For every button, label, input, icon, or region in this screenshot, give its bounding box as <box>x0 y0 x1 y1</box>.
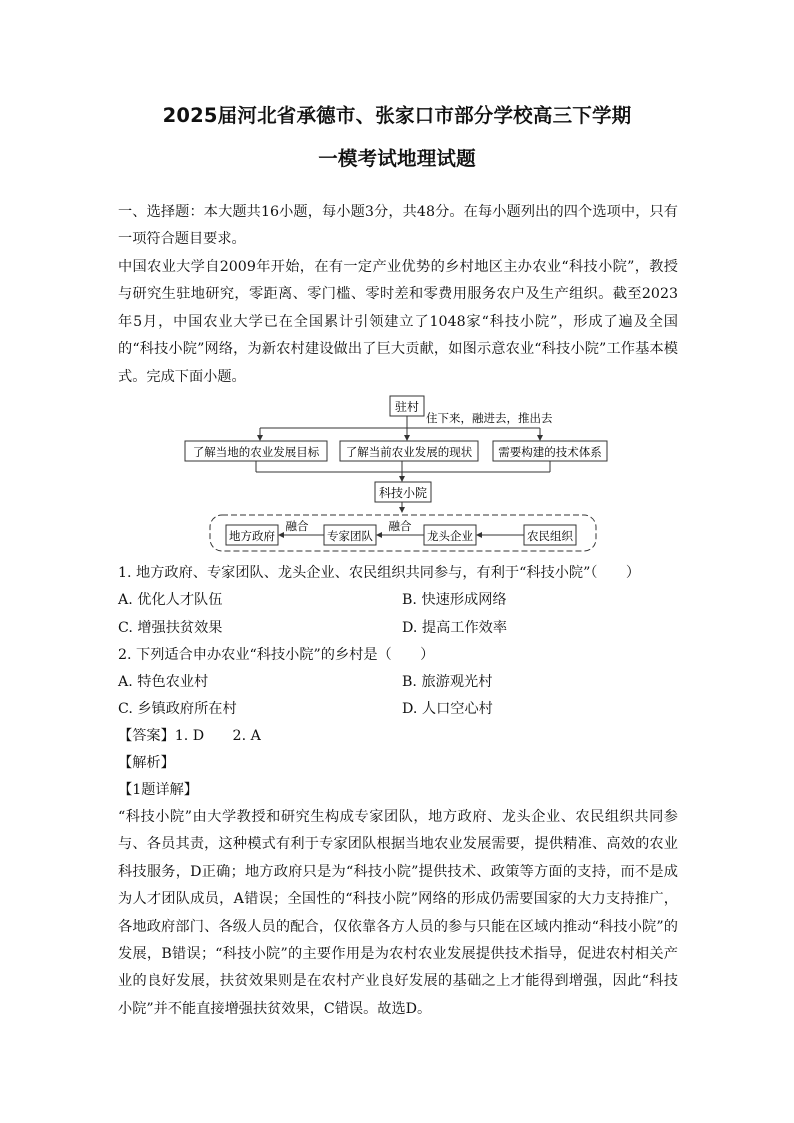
diagram-top-box: 驻村 <box>394 400 420 414</box>
diagram-mid-box-3: 需要构建的技术体系 <box>498 445 602 459</box>
question-1-stem: 1. 地方政府、专家团队、龙头企业、农民组织共同参与，有利于“科技小院”（ ） <box>118 565 641 581</box>
diagram-mid-box-1: 了解当地的农业发展目标 <box>192 445 320 459</box>
question-2-option-a: A. 特色农业村 <box>118 674 209 690</box>
diagram-center-box: 科技小院 <box>378 486 428 500</box>
question-1-option-d: D. 提高工作效率 <box>402 620 508 636</box>
document-title-line-2: 一模考试地理试题 <box>318 147 476 170</box>
detail-heading: 【1题详解】 <box>118 782 198 798</box>
diagram-mid-box-2: 了解当前农业发展的现状 <box>345 445 473 459</box>
passage-text: 中国农业大学自2009年开始，在有一定产业优势的乡村地区主办农业“科技小院”，教授与研究生驻地研究，零距离、零门槛、零时差和零费用服务农户及生产组织。截至2023年5月，中国农业大学已在全国累计引领建立了1048家“科技小院”，形成了遍及全国的“科技小院”网络，为新农村建设做出了巨大贡献，如图示意农业“科技小院”工作基本模式。完成下面小题。 <box>118 259 678 385</box>
diagram-bottom-box-1: 地方政府 <box>229 529 275 543</box>
diagram-bottom-box-4: 农民组织 <box>527 529 573 543</box>
diagram-fuse-label-1: 融合 <box>285 519 309 533</box>
question-1-option-a: A. 优化人才队伍 <box>118 592 223 608</box>
question-2-option-b: B. 旅游观光村 <box>402 674 493 690</box>
diagram-bottom-box-3: 龙头企业 <box>427 529 473 543</box>
question-2-option-c: C. 乡镇政府所在村 <box>118 701 237 717</box>
document-title-line-1: 2025届河北省承德市、张家口市部分学校高三下学期 <box>162 104 632 127</box>
analysis-heading: 【解析】 <box>118 755 175 771</box>
question-2-stem: 2. 下列适合申办农业“科技小院”的乡村是（ ） <box>118 647 435 663</box>
work-mode-diagram <box>180 394 620 554</box>
question-1-option-b: B. 快速形成网络 <box>402 592 507 608</box>
detail-explanation: “科技小院”由大学教授和研究生构成专家团队，地方政府、龙头企业、农民组织共同参与、各员其责，这种模式有利于专家团队根据当地农业发展需要，提供精准、高效的农业科技服务，D正确；地方政府只是为“科技小院”提供技术、政策等方面的支持，而不是成为人才团队成员，A错误；全国性的“科技小院”网络的形成仍需要国家的大力支持推广，各地政府部门、各级人员的配合，仅依靠各方人员的参与只能在区域内推动“科技小院”的发展，B错误；“科技小院”的主要作用是为农村农业发展提供技术指导，促进农村相关产业的良好发展，扶贫效果则是在农村产业良好发展的基础之上才能得到增强，因此“科技小院”并不能直接增强扶贫效果，C错误。故选D。 <box>118 809 678 1017</box>
question-1-option-c: C. 增强扶贫效果 <box>118 620 223 636</box>
question-2-option-d: D. 人口空心村 <box>402 701 493 717</box>
diagram-bottom-box-2: 专家团队 <box>327 529 373 543</box>
diagram-top-note: 住下来，融进去，推出去 <box>426 411 553 425</box>
diagram-fuse-label-2: 融合 <box>388 519 412 533</box>
section-instructions: 一、选择题：本大题共16小题，每小题3分，共48分。在每小题列出的四个选项中，只有一项符合题目要求。 <box>118 204 678 248</box>
answer-line: 【答案】1. D 2. A <box>118 728 261 744</box>
